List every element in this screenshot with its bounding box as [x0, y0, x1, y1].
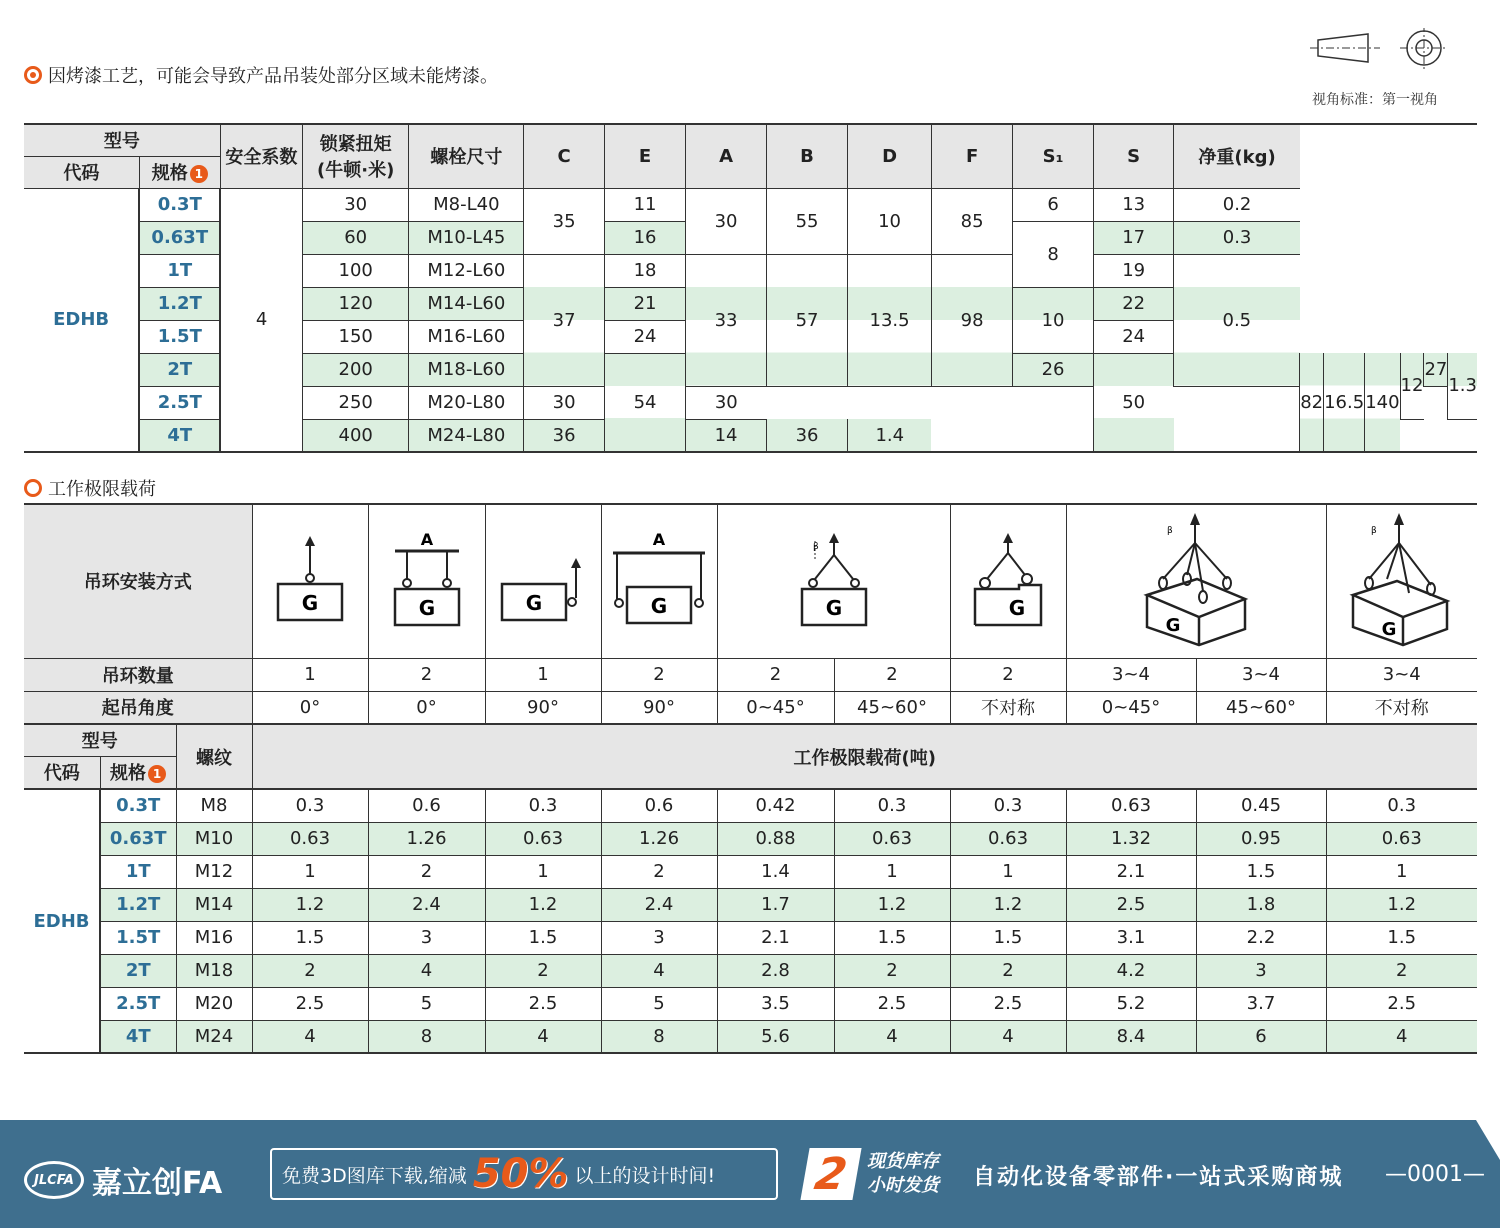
th-e: E [604, 124, 685, 188]
load-value-cell: 0.3 [834, 789, 950, 822]
e-cell: 24 [604, 320, 685, 353]
footer-slogan: 自动化设备零部件·一站式采购商城 [973, 1165, 1344, 1190]
count-cell: 1 [252, 658, 368, 691]
jlcfa-logo-icon: JLCFA [24, 1161, 84, 1199]
load-value-cell: 4 [485, 1020, 601, 1053]
c-cell: 54 [604, 353, 685, 452]
load-value-cell: 3 [368, 921, 485, 954]
load-value-cell: 1.4 [717, 855, 834, 888]
angle-label: 起吊角度 [24, 691, 252, 724]
bolt-cell: M8-L40 [409, 188, 524, 221]
count-cell: 2 [368, 658, 485, 691]
s-cell: 36 [766, 419, 847, 452]
load-rows [24, 789, 1477, 1053]
load-value-cell: 4 [834, 1020, 950, 1053]
load-value-cell: 0.3 [950, 789, 1066, 822]
svg-text:β: β [1370, 525, 1377, 536]
s-cell: 19 [1093, 254, 1174, 287]
bolt-cell: M16-L60 [409, 320, 524, 353]
load-spec-cell: 0.63T [100, 822, 176, 855]
angle-cell: 不对称 [1326, 691, 1477, 724]
load-value-cell: 2.5 [950, 987, 1066, 1020]
load-value-cell: 0.88 [717, 822, 834, 855]
e-cell: 30 [524, 386, 605, 419]
load-value-cell: 3 [1196, 954, 1326, 987]
load-value-cell: 0.3 [252, 789, 368, 822]
f-cell: 85 [931, 188, 1012, 254]
load-row [24, 987, 1477, 1020]
load-header: 工作极限载荷(吨) [252, 724, 1477, 789]
bolt-cell: M14-L60 [409, 287, 524, 320]
load-value-cell: 1.2 [834, 888, 950, 921]
load-value-cell: 5 [368, 987, 485, 1020]
e-cell: 36 [524, 419, 605, 452]
count-cell: 3~4 [1196, 658, 1326, 691]
e-cell: 26 [1013, 353, 1094, 386]
load-value-cell: 0.3 [1326, 789, 1477, 822]
load-row [24, 789, 1477, 822]
load-value-cell: 0.3 [485, 789, 601, 822]
load-value-cell: 4 [950, 1020, 1066, 1053]
load-row [24, 822, 1477, 855]
load-title-text: 工作极限载荷 [48, 479, 156, 500]
weight-cell: 1.4 [848, 419, 932, 452]
spec-cell: 2.5T [139, 386, 220, 419]
b-cell: 57 [766, 254, 847, 386]
s-cell: 24 [1093, 320, 1174, 353]
stock-line1: 现货库存 [867, 1151, 939, 1172]
load-value-cell: 2.5 [485, 987, 601, 1020]
load-code-label: 代码 [24, 756, 100, 789]
load-value-cell: 1 [485, 855, 601, 888]
promo-percent: 50% [472, 1151, 569, 1197]
svg-text:β: β [812, 541, 819, 552]
spec-cell: 1.2T [139, 287, 220, 320]
load-spec-cell: 1T [100, 855, 176, 888]
count-cell: 3~4 [1066, 658, 1196, 691]
load-value-cell: 8 [368, 1020, 485, 1053]
view-standard-label: 视角标准：第一视角 [1312, 92, 1438, 108]
svg-text:G: G [301, 590, 319, 615]
load-spec-cell: 1.5T [100, 921, 176, 954]
load-value-cell: 1.2 [950, 888, 1066, 921]
load-value-cell: 2.5 [1326, 987, 1477, 1020]
bolt-cell: M24-L80 [409, 419, 524, 452]
s-cell: 30 [686, 386, 767, 419]
angle-cell: 0° [252, 691, 368, 724]
svg-text:G: G [525, 590, 543, 615]
th-bolt: 螺栓尺寸 [409, 124, 524, 188]
load-value-cell: 1.8 [1196, 888, 1326, 921]
e-cell: 16 [604, 221, 685, 254]
load-value-cell: 1.2 [485, 888, 601, 921]
svg-text:β: β [1167, 525, 1173, 536]
spec-cell: 0.3T [139, 188, 220, 221]
method-label: 吊环安装方式 [24, 504, 252, 658]
load-value-cell: 3.1 [1066, 921, 1196, 954]
brand-name: 嘉立创FA [92, 1166, 223, 1201]
load-value-cell: 5 [601, 987, 717, 1020]
spec-code: EDHB [24, 188, 139, 452]
load-row [24, 954, 1477, 987]
load-value-cell: 1 [1326, 855, 1477, 888]
load-value-cell: 2.1 [1066, 855, 1196, 888]
count-cell: 2 [717, 658, 834, 691]
a-cell: 33 [686, 254, 767, 386]
load-value-cell: 4 [601, 954, 717, 987]
weight-cell: 0.3 [1174, 221, 1300, 254]
stock-badge [805, 1148, 939, 1200]
thread-cell: M24 [176, 1020, 252, 1053]
load-value-cell: 0.63 [1066, 789, 1196, 822]
thread-cell: M10 [176, 822, 252, 855]
thread-cell: M16 [176, 921, 252, 954]
d-cell: 16.5 [1324, 353, 1365, 452]
weight-cell: 1.3 [1448, 353, 1477, 419]
angle-cell: 90° [601, 691, 717, 724]
load-value-cell: 2.1 [717, 921, 834, 954]
e-cell: 11 [604, 188, 685, 221]
load-value-cell: 1.26 [368, 822, 485, 855]
lift-4-asymmetric-icon [1326, 504, 1477, 658]
load-spec-label [100, 756, 176, 789]
angle-cell: 0~45° [1066, 691, 1196, 724]
torque-cell: 100 [302, 254, 408, 287]
load-spec-text: 规格 [110, 763, 146, 785]
load-value-cell: 0.6 [368, 789, 485, 822]
load-value-cell: 2.2 [1196, 921, 1326, 954]
f-cell: 140 [1365, 353, 1400, 452]
lift-1-side-icon [485, 504, 601, 658]
load-value-cell: 4.2 [1066, 954, 1196, 987]
th-torque-unit: (牛顿·米) [317, 160, 395, 182]
load-value-cell: 0.63 [834, 822, 950, 855]
s-cell: 17 [1093, 221, 1174, 254]
load-value-cell: 1.26 [601, 822, 717, 855]
angle-cell: 45~60° [1196, 691, 1326, 724]
load-value-cell: 2.8 [717, 954, 834, 987]
load-value-cell: 4 [1326, 1020, 1477, 1053]
s1-cell: 12 [1400, 353, 1424, 419]
svg-text:A: A [652, 529, 666, 549]
count-cell: 2 [834, 658, 950, 691]
b-cell: 55 [766, 188, 847, 254]
load-value-cell: 0.42 [717, 789, 834, 822]
count-cell: 2 [950, 658, 1066, 691]
s1-cell: 10 [1013, 287, 1094, 353]
stock-hours: 2 [800, 1148, 861, 1200]
th-s: S [1093, 124, 1174, 188]
load-value-cell: 2 [252, 954, 368, 987]
th-s1: S₁ [1013, 124, 1094, 188]
thread-cell: M14 [176, 888, 252, 921]
brand-logo [24, 1158, 222, 1202]
s1-cell: 14 [686, 419, 767, 452]
load-value-cell: 4 [252, 1020, 368, 1053]
bullet-icon [24, 479, 42, 497]
thread-cell: M12 [176, 855, 252, 888]
svg-text:G: G [650, 593, 668, 618]
load-value-cell: 2 [834, 954, 950, 987]
c-cell: 35 [524, 188, 605, 254]
weight-cell: 0.2 [1174, 188, 1300, 221]
load-value-cell: 0.45 [1196, 789, 1326, 822]
e-cell: 18 [604, 254, 685, 287]
bolt-cell: M10-L45 [409, 221, 524, 254]
d-cell: 13.5 [848, 254, 932, 386]
load-value-cell: 5.2 [1066, 987, 1196, 1020]
bolt-cell: M20-L80 [409, 386, 524, 419]
count-cell: 3~4 [1326, 658, 1477, 691]
paint-note [24, 62, 498, 88]
load-value-cell: 3.7 [1196, 987, 1326, 1020]
load-value-cell: 2 [950, 954, 1066, 987]
load-row [24, 888, 1477, 921]
load-value-cell: 8 [601, 1020, 717, 1053]
a-cell: 30 [686, 188, 767, 254]
note-badge: 1 [148, 765, 166, 783]
promo-box[interactable] [270, 1148, 778, 1200]
thread-cell: M18 [176, 954, 252, 987]
load-value-cell: 2 [601, 855, 717, 888]
load-value-cell: 1.5 [252, 921, 368, 954]
load-spec-cell: 2T [100, 954, 176, 987]
th-weight: 净重(kg) [1174, 124, 1300, 188]
lift-2-asymmetric-icon [950, 504, 1066, 658]
c-cell: 37 [524, 254, 605, 386]
th-a: A [686, 124, 767, 188]
load-value-cell: 4 [368, 954, 485, 987]
load-value-cell: 1.5 [950, 921, 1066, 954]
weight-cell: 0.5 [1174, 254, 1300, 386]
load-model-label: 型号 [24, 724, 176, 756]
load-value-cell: 1.2 [252, 888, 368, 921]
angle-cell: 0° [368, 691, 485, 724]
th-safety: 安全系数 [220, 124, 302, 188]
svg-text:G: G [1165, 614, 1181, 636]
note-badge: 1 [190, 165, 208, 183]
thread-cell: M20 [176, 987, 252, 1020]
load-value-cell: 1.5 [1196, 855, 1326, 888]
load-value-cell: 1.5 [834, 921, 950, 954]
load-value-cell: 6 [1196, 1020, 1326, 1053]
load-spec-cell: 2.5T [100, 987, 176, 1020]
load-value-cell: 3 [601, 921, 717, 954]
s-cell: 22 [1093, 287, 1174, 320]
load-value-cell: 5.6 [717, 1020, 834, 1053]
load-value-cell: 2.5 [252, 987, 368, 1020]
lift-2-beam-icon [368, 504, 485, 658]
load-row [24, 921, 1477, 954]
load-value-cell: 2.5 [1066, 888, 1196, 921]
load-value-cell: 0.63 [485, 822, 601, 855]
count-label: 吊环数量 [24, 658, 252, 691]
svg-text:A: A [420, 529, 433, 549]
th-d: D [848, 124, 932, 188]
th-b: B [766, 124, 847, 188]
bolt-cell: M12-L60 [409, 254, 524, 287]
spec-cell: 1T [139, 254, 220, 287]
torque-cell: 200 [302, 353, 408, 386]
lift-4-angled-icon [1066, 504, 1326, 658]
angle-cell: 45~60° [834, 691, 950, 724]
s1-cell: 6 [1013, 188, 1094, 221]
s1-cell: 8 [1013, 221, 1094, 287]
svg-text:G: G [1381, 618, 1397, 640]
load-value-cell: 1 [950, 855, 1066, 888]
load-value-cell: 2.5 [834, 987, 950, 1020]
bolt-cell: M18-L60 [409, 353, 524, 386]
load-value-cell: 1.32 [1066, 822, 1196, 855]
lift-1-vertical-icon [252, 504, 368, 658]
load-value-cell: 2.4 [368, 888, 485, 921]
load-value-cell: 0.63 [950, 822, 1066, 855]
load-section-title [24, 475, 156, 501]
load-value-cell: 1.7 [717, 888, 834, 921]
torque-cell: 400 [302, 419, 408, 452]
d-cell: 10 [848, 188, 932, 254]
torque-cell: 60 [302, 221, 408, 254]
torque-cell: 120 [302, 287, 408, 320]
load-code: EDHB [24, 789, 100, 1053]
spec-cell: 4T [139, 419, 220, 452]
thread-label: 螺纹 [176, 724, 252, 789]
page-number: —0001— [1385, 1162, 1485, 1187]
load-spec-cell: 1.2T [100, 888, 176, 921]
th-spec-label: 规格 [151, 163, 188, 184]
torque-cell: 150 [302, 320, 408, 353]
f-cell: 98 [931, 254, 1012, 386]
svg-text:G: G [418, 595, 435, 620]
paint-note-text: 因烤漆工艺，可能会导致产品吊装处部分区域未能烤漆。 [48, 66, 498, 87]
load-value-cell: 1 [252, 855, 368, 888]
load-spec-cell: 0.3T [100, 789, 176, 822]
spec-cell: 0.63T [139, 221, 220, 254]
th-f: F [931, 124, 1012, 188]
a-cell: 50 [1093, 353, 1174, 452]
angle-cell: 0~45° [717, 691, 834, 724]
load-row [24, 1020, 1477, 1053]
promo-text-b: 以上的设计时间! [574, 1164, 716, 1187]
b-cell: 82 [1300, 353, 1324, 452]
stock-line2: 小时发货 [867, 1175, 939, 1196]
load-table [24, 503, 1477, 1054]
svg-text:G: G [1008, 595, 1026, 620]
load-row [24, 855, 1477, 888]
safety-cell: 4 [220, 188, 302, 452]
spec-table [24, 123, 1477, 453]
load-value-cell: 0.63 [1326, 822, 1477, 855]
th-code: 代码 [24, 156, 139, 188]
load-value-cell: 1.2 [1326, 888, 1477, 921]
th-spec [139, 156, 220, 188]
angle-cell: 90° [485, 691, 601, 724]
load-value-cell: 1.5 [1326, 921, 1477, 954]
s-cell: 13 [1093, 188, 1174, 221]
lift-2-side-beam-icon [601, 504, 717, 658]
th-model: 型号 [24, 124, 220, 156]
load-value-cell: 2 [368, 855, 485, 888]
s-cell: 27 [1424, 353, 1448, 386]
load-value-cell: 2 [485, 954, 601, 987]
thread-cell: M8 [176, 789, 252, 822]
angle-cell: 不对称 [950, 691, 1066, 724]
promo-text-a: 免费3D图库下载,缩减 [282, 1164, 467, 1187]
bullet-icon [24, 66, 42, 84]
load-spec-cell: 4T [100, 1020, 176, 1053]
th-torque [302, 124, 408, 188]
lift-2-angled-icon [717, 504, 950, 658]
spec-cell: 2T [139, 353, 220, 386]
load-value-cell: 1 [834, 855, 950, 888]
load-value-cell: 3.5 [717, 987, 834, 1020]
th-torque-label: 锁紧扭矩 [319, 134, 392, 156]
load-value-cell: 2.4 [601, 888, 717, 921]
load-value-cell: 0.6 [601, 789, 717, 822]
count-cell: 1 [485, 658, 601, 691]
svg-text:G: G [825, 595, 842, 620]
th-c: C [524, 124, 605, 188]
footer-corner [1476, 1120, 1500, 1160]
footer-banner [0, 1120, 1500, 1228]
torque-cell: 250 [302, 386, 408, 419]
torque-cell: 30 [302, 188, 408, 221]
load-value-cell: 1.5 [485, 921, 601, 954]
load-value-cell: 0.95 [1196, 822, 1326, 855]
load-value-cell: 8.4 [1066, 1020, 1196, 1053]
spec-cell: 1.5T [139, 320, 220, 353]
count-cell: 2 [601, 658, 717, 691]
e-cell: 21 [604, 287, 685, 320]
load-value-cell: 0.63 [252, 822, 368, 855]
load-value-cell: 2 [1326, 954, 1477, 987]
